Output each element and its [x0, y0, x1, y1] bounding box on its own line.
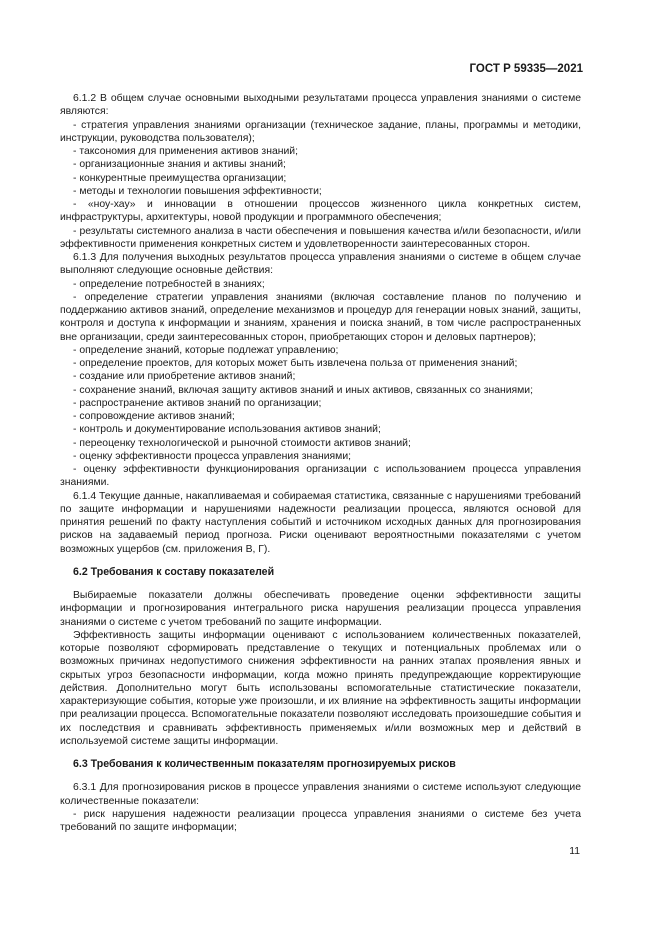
paragraph: - таксономия для применения активов знаний;	[73, 146, 298, 157]
paragraph: 6.3.1 Для прогнозирования рисков в процессе управления знаниями о системе используют следующие количественные показатели:	[60, 782, 581, 807]
paragraph: 6.1.3 Для получения выходных результатов процесса управления знаниями о системе в общем случае выполняют следующие основные действия:	[60, 252, 581, 277]
paragraph: - стратегия управления знаниями организации (техническое задание, планы, программы и методики, инструкции, руководства пользователя);	[60, 119, 581, 144]
section-heading: 6.2 Требования к составу показателей	[73, 565, 275, 578]
document-body	[60, 92, 581, 834]
paragraph: - определение проектов, для которых может быть извлечена польза от применения знаний;	[73, 358, 518, 369]
paragraph: - переоценку технологической и рыночной стоимости активов знаний;	[73, 437, 411, 449]
paragraph: - оценку эффективности процесса управления знаниями;	[73, 450, 352, 462]
paragraph: 6.1.2 В общем случае основными выходными результатами процесса управления знаниями о системе являются:	[60, 93, 581, 118]
section-spacer	[60, 579, 581, 589]
paragraph: - организационные знания и активы знаний;	[73, 159, 286, 171]
paragraph: - результаты системного анализа в части обеспечения и повышения качества и/или безопасности, и/или эффективности применения конкретных систем и удовлетворенности заинтересованных сторон.	[60, 225, 581, 250]
paragraph: - оценку эффективности функционирования организации с использованием процесса управления знаниями.	[60, 464, 581, 489]
paragraph: - определение потребностей в знаниях;	[73, 278, 265, 290]
paragraph: - риск нарушения надежности реализации процесса управления знаниями о системе без учета требований по защите информации;	[60, 808, 581, 833]
section-spacer	[60, 771, 581, 781]
paragraph: 6.1.4 Текущие данные, накапливаемая и собираемая статистика, связанные с нарушениями требований по защите информации и нарушениями надежности реализации процесса, являются основой для принятия решений по факту наступления событий и источником исходных данных для прогнозирования рисков на задаваемый период прогноза. Риски оценивают вероятностными показателями с учетом возможных ущербов (см. приложения В, Г).	[60, 490, 581, 555]
section-spacer	[60, 556, 581, 566]
paragraph: - создание или приобретение активов знаний;	[73, 371, 296, 383]
section-spacer	[60, 748, 581, 758]
document-code: ГОСТ Р 59335—2021	[469, 63, 583, 75]
paragraph: - определение стратегии управления знаниями (включая составление планов по получению и поддержанию активов знаний, определение механизмов и процедур для генерации новых знаний, защиты, контроля и доступа к информации и знаниям, хранения и поиска знаний, в том числе распространенных вне организации, среди заинтересованных сторон, приобретающих сторон и деловых партнеров);	[60, 291, 581, 343]
paragraph: - определение знаний, которые подлежат управлению;	[73, 344, 339, 356]
paragraph: - «ноу-хау» и инновации в отношении процессов жизненного цикла конкретных систем, инфраструктуры, архитектуры, новой продукции и программного обеспечения;	[60, 199, 581, 224]
paragraph: - сопровождение активов знаний;	[73, 411, 235, 422]
paragraph: - методы и технологии повышения эффективности;	[73, 185, 322, 197]
paragraph: Эффективность защиты информации оценивают с использованием количественных показателей, которые позволяют сформировать представление о текущих и потенциальных проблемах или о возможных причинах недопустимого снижения эффективности на ранних этапах проявления явных и скрытых угроз безопасности информации, когда можно принять предупреждающие корректирующие действия. Дополнительно могут быть использованы вспомогательные статистические показатели, характеризующие события, которые уже произошли, и их влияние на эффективность защиты информации при реализации процесса. Вспомогательные показатели позволяют исследовать произошедшие события и их последствия и сравнивать эффективность применяемых и/или возможных мер и действий в используемой системе защиты информации.	[60, 629, 581, 747]
paragraph: - сохранение знаний, включая защиту активов знаний и иных активов, связанных со знаниями;	[73, 384, 533, 396]
paragraph: - контроль и документирование использования активов знаний;	[73, 424, 381, 436]
page-number: 11	[569, 846, 580, 857]
paragraph: - распространение активов знаний по организации;	[73, 397, 322, 409]
paragraph: Выбираемые показатели должны обеспечивать проведение оценки эффективности защиты информации и прогнозирования интегрального риска нарушения реализации процесса управления знаниями о системе с учетом требований по защите информации.	[60, 590, 581, 628]
paragraph: - конкурентные преимущества организации;	[73, 172, 287, 184]
section-heading: 6.3 Требования к количественным показателям прогнозируемых рисков	[73, 758, 456, 770]
